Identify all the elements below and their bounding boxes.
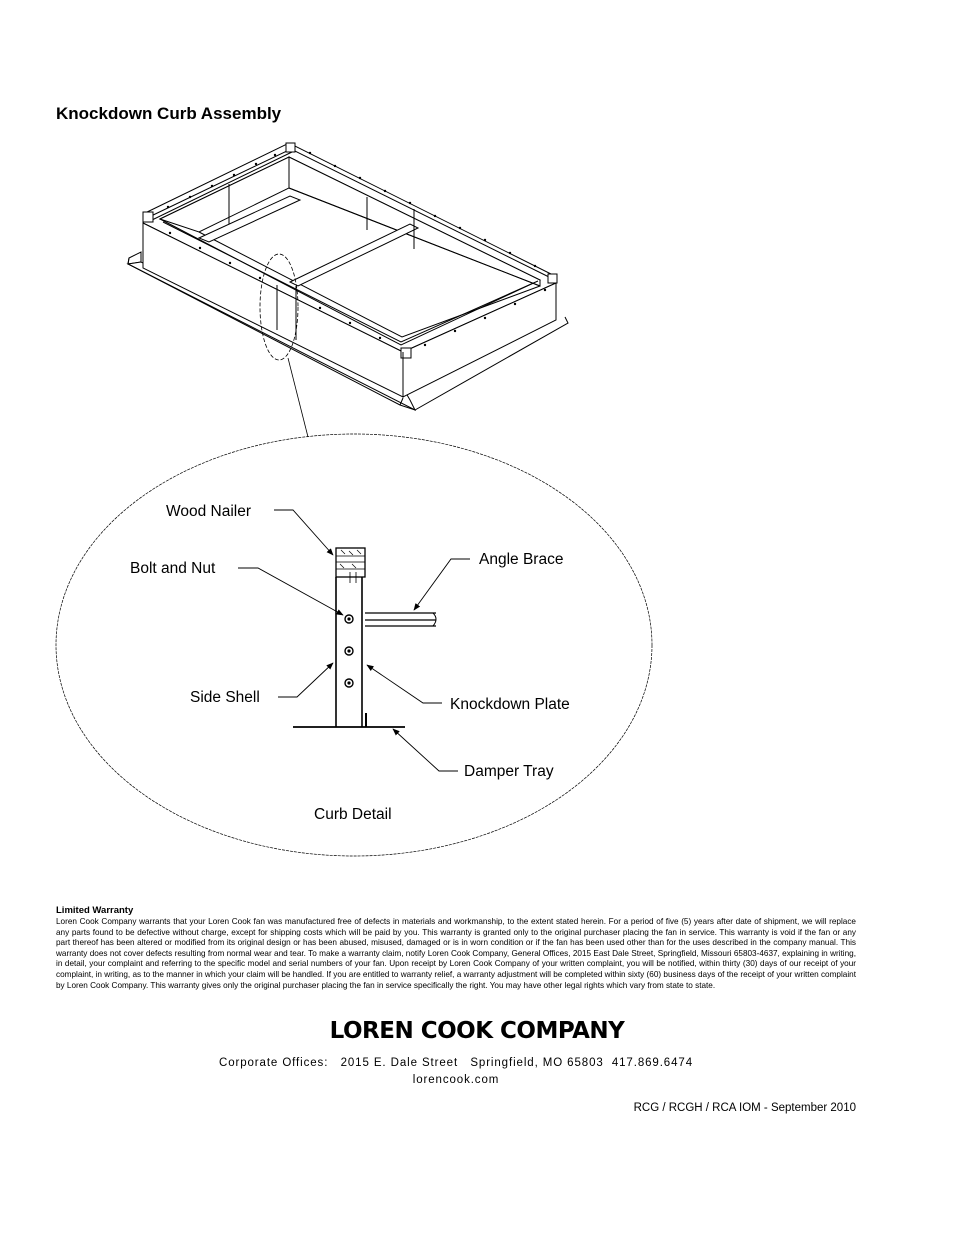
label-damper-tray: Damper Tray (464, 763, 554, 780)
label-angle-brace: Angle Brace (479, 551, 564, 568)
leader-side-shell (278, 663, 333, 697)
leader-wood-nailer (274, 510, 333, 555)
curb-assembly-illustration (128, 143, 568, 410)
curb-detail-section (56, 434, 652, 856)
leader-knockdown-plate (367, 665, 442, 703)
section-title: Knockdown Curb Assembly (56, 104, 282, 123)
label-knockdown-plate: Knockdown Plate (450, 696, 570, 713)
company-address: Corporate Offices: 2015 E. Dale Street Springfield, MO 65803 417.869.6474 (218, 1057, 693, 1069)
warranty-heading: Limited Warranty (56, 905, 134, 916)
document-footer: RCG / RCGH / RCA IOM - September 2010 (633, 1102, 856, 1114)
limited-warranty (56, 905, 856, 991)
detail-ellipse (56, 434, 652, 856)
company-website: lorencook.com (412, 1074, 500, 1086)
label-bolt-and-nut: Bolt and Nut (130, 560, 216, 577)
company-logo: LOREN COOK COMPANY (329, 1018, 625, 1044)
warranty-text: Loren Cook Company warrants that your Loren Cook fan was manufactured free of defects in materials and workmanship, to the extent stated herein. For a period of five (5) years after date of shipment, we will replace any parts found to be defective without charge, except for shipping costs which will be paid by you. This warranty is granted only to the original purchaser placing the fan in service. This warranty is void if the fan or any part thereof has been altered or modified from its original design or has been abused, misused, damaged or is in worn condition or if the fan has been used other than for the uses described in the company manual. This warranty does not cover defects resulting from normal wear and tear. To make a warranty claim, notify Loren Cook Company, General Offices, 2015 East Dale Street, Springfield, Missouri 65803-4637, explaining in writing, in detail, your complaint and referring to the specific model and serial numbers of your fan. Upon receipt by Loren Cook Company of your written complaint, you will be notified, within thirty (30) days of our receipt of your complaint, in writing, as to the manner in which your claim will be handled. If you are entitled to warranty relief, a warranty adjustment will be completed within sixty (60) business days of the receipt of your written complaint by Loren Cook Company. This warranty gives only the original purchaser placing the fan in service specifically the right. You may have other legal rights which vary from state to state. (56, 917, 856, 990)
label-curb-detail: Curb Detail (314, 806, 392, 823)
leader-angle-brace (414, 559, 470, 610)
label-wood-nailer: Wood Nailer (166, 503, 252, 520)
label-side-shell: Side Shell (190, 689, 260, 706)
leader-bolt-and-nut (238, 568, 343, 615)
leader-damper-tray (393, 729, 458, 771)
